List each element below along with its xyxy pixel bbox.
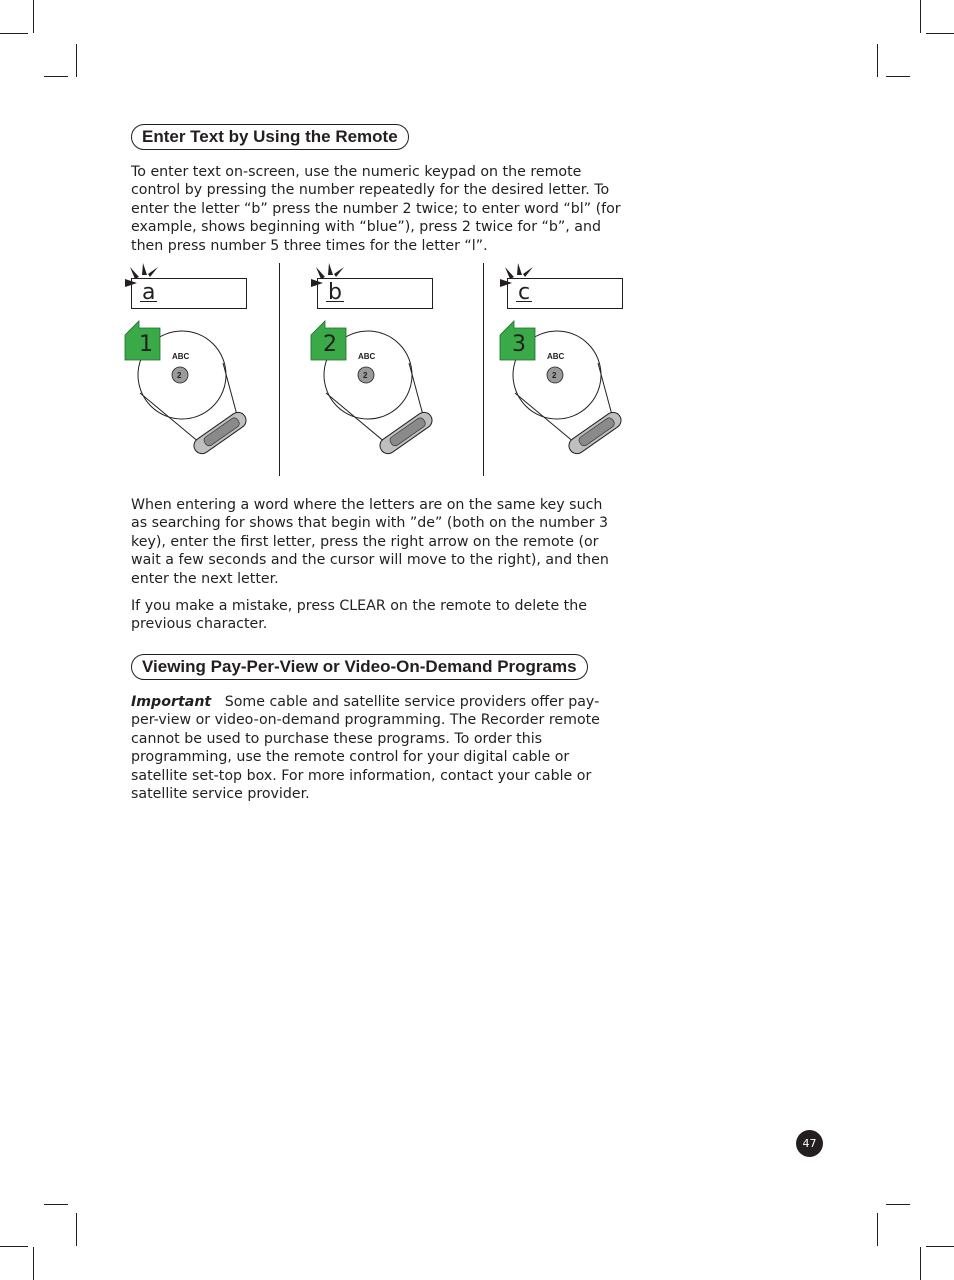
key-number: 2 bbox=[552, 371, 557, 380]
page-number: 47 bbox=[796, 1130, 823, 1157]
crop-mark bbox=[33, 1247, 34, 1280]
crop-mark bbox=[44, 76, 68, 77]
crop-mark bbox=[76, 44, 77, 77]
key-label: ABC bbox=[547, 352, 565, 361]
ppv-body-text: Some cable and satellite service providers offer pay-per-view or video-on-demand programming. The Recorder remote cannot be used to purchase these programs. To order this programming, use the remote control for your digital cable or satellite set-top box. For more information, contact your cable or satellite service provider. bbox=[131, 694, 600, 803]
crop-mark bbox=[877, 1213, 878, 1246]
text-entry-box bbox=[131, 278, 247, 309]
crop-mark bbox=[0, 33, 28, 34]
entered-letter: c bbox=[518, 280, 531, 305]
section-heading-ppv-vod: Viewing Pay-Per-View or Video-On-Demand Programs bbox=[131, 654, 588, 680]
remote-control-icon bbox=[125, 318, 325, 478]
step-number: 3 bbox=[512, 332, 526, 357]
crop-mark bbox=[920, 0, 921, 33]
crop-mark bbox=[33, 0, 34, 33]
entered-letter: b bbox=[328, 280, 342, 305]
text-entry-box bbox=[507, 278, 623, 309]
crop-mark bbox=[0, 1246, 28, 1247]
crop-mark bbox=[886, 76, 910, 77]
crop-mark bbox=[926, 1246, 954, 1247]
crop-mark bbox=[920, 1247, 921, 1280]
key-number: 2 bbox=[177, 371, 182, 380]
entered-letter: a bbox=[142, 280, 156, 305]
section-heading-enter-text: Enter Text by Using the Remote bbox=[131, 124, 409, 150]
remote-control-icon bbox=[311, 318, 511, 478]
text-entry-box bbox=[317, 278, 433, 309]
step-panel-2 bbox=[311, 263, 511, 483]
crop-mark bbox=[926, 33, 954, 34]
same-key-paragraph: When entering a word where the letters are on the same key such as searching for shows that begin with ”de” (both on the number 3 key), enter the first letter, press the right arrow on the remote (or wait a few seconds and the cursor will move to the right), and then enter the next letter. bbox=[131, 497, 609, 587]
key-label: ABC bbox=[358, 352, 376, 361]
key-number: 2 bbox=[363, 371, 368, 380]
crop-mark bbox=[76, 1213, 77, 1246]
important-label: Important bbox=[131, 694, 212, 710]
ppv-paragraph bbox=[131, 693, 621, 803]
intro-paragraph: To enter text on-screen, use the numeric keypad on the remote control by pressing the number repeatedly for the desired letter. To enter the letter “b” press the number 2 twice; to enter word “bl” (for example, shows beginning with “blue”), press 2 twice for “b”, and then press number 5 three times for the letter “l”. bbox=[131, 164, 621, 254]
step-panel-1 bbox=[125, 263, 325, 483]
step-number: 1 bbox=[139, 332, 153, 357]
crop-mark bbox=[44, 1204, 68, 1205]
step-panel-3 bbox=[500, 263, 700, 483]
crop-mark bbox=[886, 1204, 910, 1205]
step-number: 2 bbox=[323, 332, 337, 357]
clear-paragraph: If you make a mistake, press CLEAR on the remote to delete the previous character. bbox=[131, 598, 587, 633]
key-label: ABC bbox=[172, 352, 190, 361]
remote-control-icon bbox=[500, 318, 700, 478]
crop-mark bbox=[877, 44, 878, 77]
